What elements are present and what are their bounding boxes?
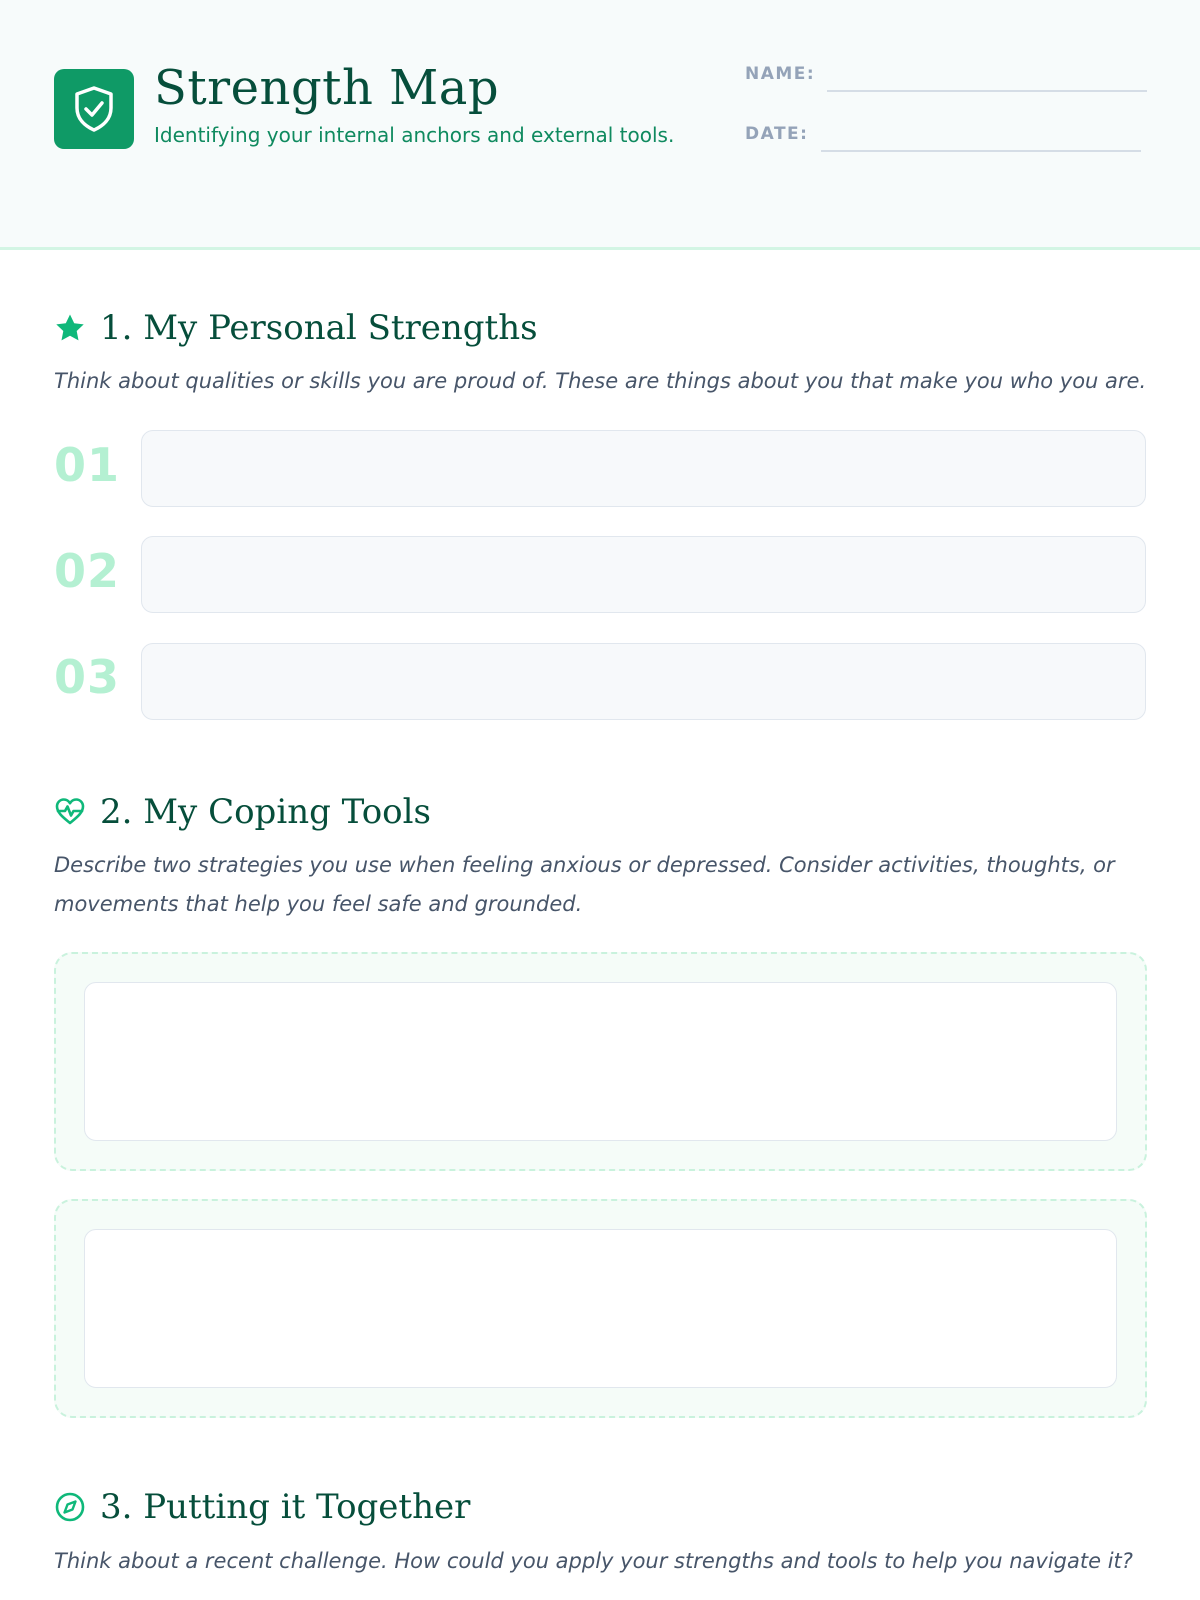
strength-number: 01 [54, 438, 121, 492]
section-strengths-heading [54, 306, 538, 350]
page-title: Strength Map [154, 60, 500, 116]
strength-input-2[interactable] [141, 536, 1146, 613]
section-together-heading [54, 1485, 470, 1529]
heart-pulse-icon [54, 796, 86, 828]
coping-tool-input-2[interactable] [84, 1229, 1117, 1388]
section-coping-heading [54, 790, 431, 834]
date-field[interactable] [821, 150, 1141, 152]
name-label: NAME: [745, 64, 816, 84]
strength-number: 02 [54, 544, 121, 598]
strength-input-3[interactable] [141, 643, 1146, 720]
coping-tool-card-1 [54, 952, 1147, 1171]
section-title: 2. My Coping Tools [100, 792, 431, 832]
coping-tool-card-2 [54, 1199, 1147, 1418]
strength-input-1[interactable] [141, 430, 1146, 507]
coping-tool-input-1[interactable] [84, 982, 1117, 1141]
page-subtitle: Identifying your internal anchors and external tools. [154, 123, 675, 147]
strength-number: 03 [54, 650, 121, 704]
section-description: Think about a recent challenge. How could you apply your strengths and tools to help you navigate it? [54, 1549, 1133, 1573]
star-icon [54, 312, 86, 344]
section-description: Describe two strategies you use when feeling anxious or depressed. Consider activities, thoughts, or movements that help you feel safe and grounded. [54, 853, 1115, 916]
name-field[interactable] [827, 90, 1147, 92]
date-label: DATE: [745, 124, 809, 144]
compass-icon [54, 1491, 86, 1523]
section-description: Think about qualities or skills you are proud of. These are things about you that make you who you are. [54, 369, 1147, 393]
worksheet-header [0, 0, 1200, 250]
section-title: 1. My Personal Strengths [100, 308, 538, 348]
section-title: 3. Putting it Together [100, 1487, 471, 1527]
shield-check-icon [54, 69, 134, 149]
